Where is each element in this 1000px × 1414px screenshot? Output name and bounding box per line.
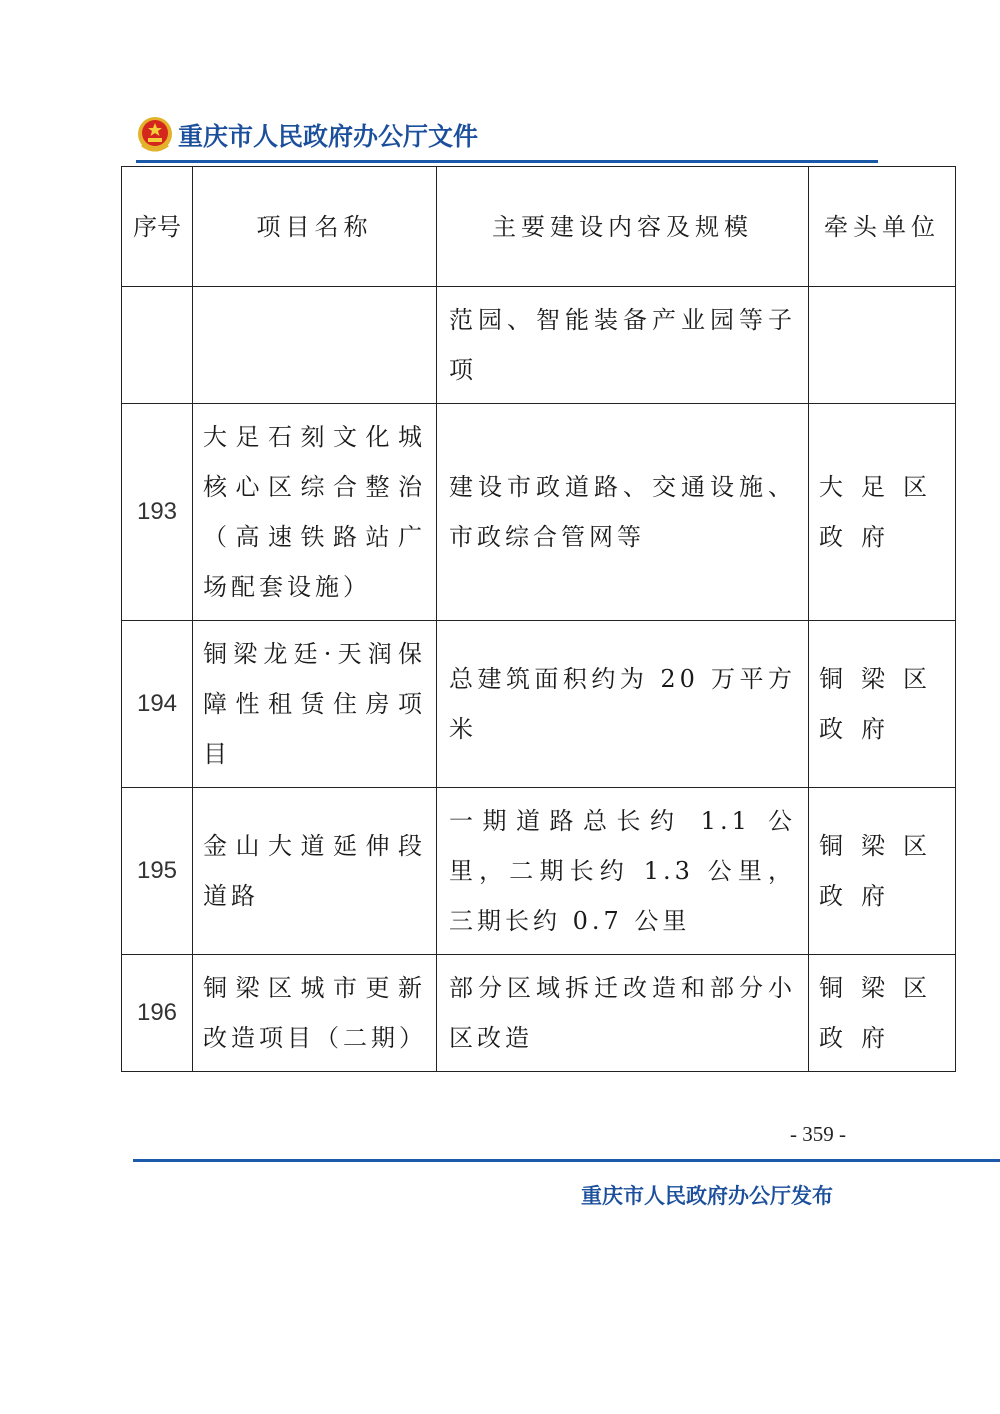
table-row — [122, 621, 956, 788]
column-header-name: 项目名称 — [193, 167, 437, 287]
row-name: 金山大道延伸段道路 — [193, 788, 437, 955]
row-seq: 194 — [122, 621, 193, 788]
row-content: 范园、智能装备产业园等子项 — [437, 287, 809, 404]
header-divider — [136, 160, 878, 163]
row-content: 总建筑面积约为 20 万平方米 — [437, 621, 809, 788]
row-content: 部分区域拆迁改造和部分小区改造 — [437, 955, 809, 1072]
column-header-content: 主要建设内容及规模 — [437, 167, 809, 287]
column-header-seq: 序号 — [122, 167, 193, 287]
row-unit: 铜梁区政府 — [809, 955, 956, 1072]
document-header — [136, 112, 478, 158]
national-emblem-icon — [136, 115, 174, 155]
row-name: 铜梁龙廷·天润保障性租赁住房项目 — [193, 621, 437, 788]
row-unit: 大足区政府 — [809, 404, 956, 621]
row-seq: 193 — [122, 404, 193, 621]
footer-publisher: 重庆市人民政府办公厅发布 — [581, 1184, 833, 1208]
row-unit: 铜梁区政府 — [809, 788, 956, 955]
row-name — [193, 287, 437, 404]
table-row — [122, 788, 956, 955]
row-seq — [122, 287, 193, 404]
row-seq: 195 — [122, 788, 193, 955]
footer-divider — [133, 1159, 1000, 1162]
row-seq: 196 — [122, 955, 193, 1072]
row-content: 建设市政道路、交通设施、市政综合管网等 — [437, 404, 809, 621]
table-row — [122, 287, 956, 404]
table-row — [122, 955, 956, 1072]
table-header-row — [122, 167, 956, 287]
table-row — [122, 404, 956, 621]
column-header-unit: 牵头单位 — [809, 167, 956, 287]
row-unit — [809, 287, 956, 404]
document-title: 重庆市人民政府办公厅文件 — [178, 122, 479, 151]
row-name: 铜梁区城市更新改造项目（二期） — [193, 955, 437, 1072]
row-content: 一期道路总长约 1.1 公里，二期长约 1.3 公里，三期长约 0.7 公里 — [437, 788, 809, 955]
page-number: - 359 - — [790, 1122, 846, 1146]
row-name: 大足石刻文化城核心区综合整治（高速铁路站广场配套设施） — [193, 404, 437, 621]
project-table — [121, 166, 956, 1072]
row-unit: 铜梁区政府 — [809, 621, 956, 788]
